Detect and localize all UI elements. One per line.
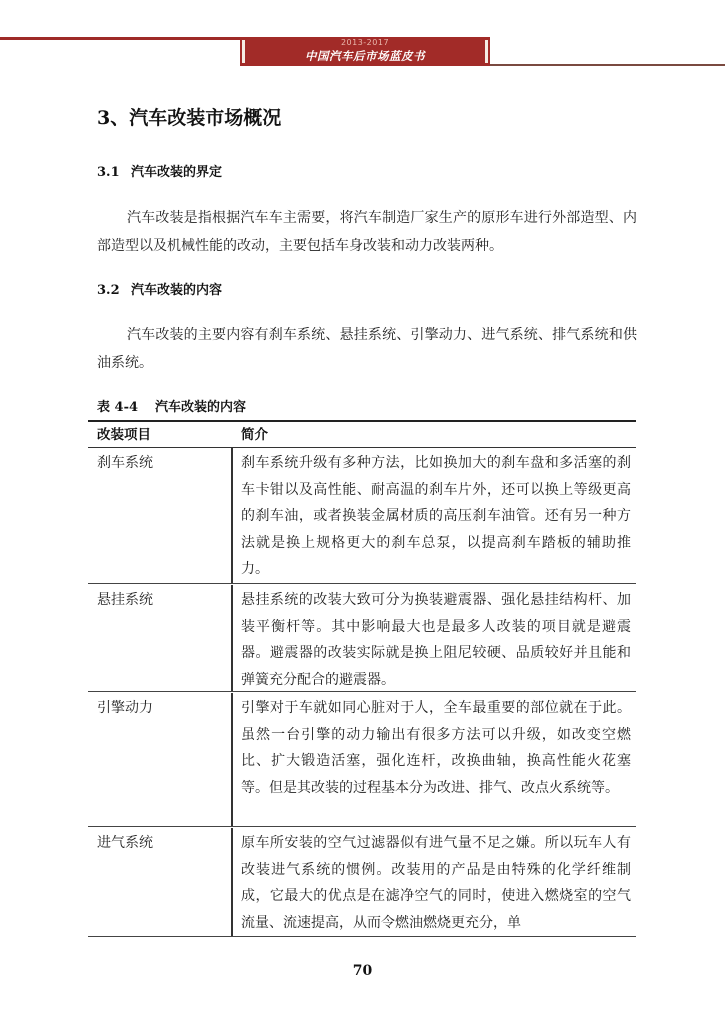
row-item: 引擎动力 [97,700,153,716]
row-description: 悬挂系统的改装大致可分为换装避震器、强化悬挂结构杆、加装平衡杆等。其中影响最大也是最多人改装的项目就是避震器。避震器的改装实际就是换上阻尼较硬、品质较好并且能和弹簧充分配合的避震器。 [241,592,631,688]
subsection-number: 3.2 [97,283,120,298]
column-header-description: 简介 [241,427,268,443]
table-row [88,448,636,584]
column-divider [231,693,233,826]
column-divider [231,448,233,583]
header-banner [240,37,490,66]
paragraph-contents: 汽车改装的主要内容有刹车系统、悬挂系统、引擎动力、进气系统、排气系统和供油系统。 [97,327,637,371]
row-item: 进气系统 [97,835,153,851]
table-row [88,693,636,827]
row-item: 悬挂系统 [97,592,153,608]
section-heading: 3、汽车改装市场概况 [97,107,282,129]
column-divider [231,828,233,936]
row-description: 原车所安装的空气过滤器似有进气量不足之嫌。所以玩车人有改装进气系统的惯例。改装用的产品是由特殊的化学纤维制成，它最大的优点是在滤净空气的同时，使进入燃烧室的空气流量、流速提高，从而令燃油燃烧更充分，单 [241,835,631,931]
column-divider [231,585,233,691]
page-number: 70 [352,963,373,979]
subsection-title: 汽车改装的内容 [131,283,223,298]
row-item: 刹车系统 [97,455,153,471]
table-caption-title: 汽车改装的内容 [155,400,247,415]
subsection-heading-3-2 [97,281,222,301]
paragraph-definition: 汽车改装是指根据汽车车主需要，将汽车制造厂家生产的原形车进行外部造型、内部造型以及机械性能的改动，主要包括车身改装和动力改装两种。 [97,210,637,254]
subsection-heading-3-1 [97,163,222,183]
column-header-item: 改装项目 [97,427,151,443]
header-rule-right [490,64,725,66]
table-header-row [88,422,636,448]
table-caption-number: 表 4-4 [97,400,139,415]
table-caption [97,398,246,418]
row-description: 引擎对于车就如同心脏对于人，全车最重要的部位就在于此。虽然一台引擎的动力输出有很多方法可以升级，如改变空燃比、扩大锻造活塞，强化连杆，改换曲轴，换高性能火花塞等。但是其改装的过程基本分为改进、排气、改点火系统等。 [241,700,631,796]
row-description: 刹车系统升级有多种方法，比如换加大的刹车盘和多活塞的刹车卡钳以及高性能、耐高温的刹车片外，还可以换上等级更高的刹车油，或者换装金属材质的高压刹车油管。还有另一种方法就是换上规格更大的刹车总泵，以提高刹车踏板的辅助推力。 [241,455,631,577]
header-banner-bar-right [485,40,488,63]
table-row [88,585,636,692]
header-rule-left [0,37,242,40]
header-year-range: 2013-2017 [340,38,390,47]
header-book-title: 中国汽车后市场蓝皮书 [305,49,425,63]
table-row [88,828,636,937]
subsection-title: 汽车改装的界定 [131,165,223,180]
subsection-number: 3.1 [97,165,120,180]
